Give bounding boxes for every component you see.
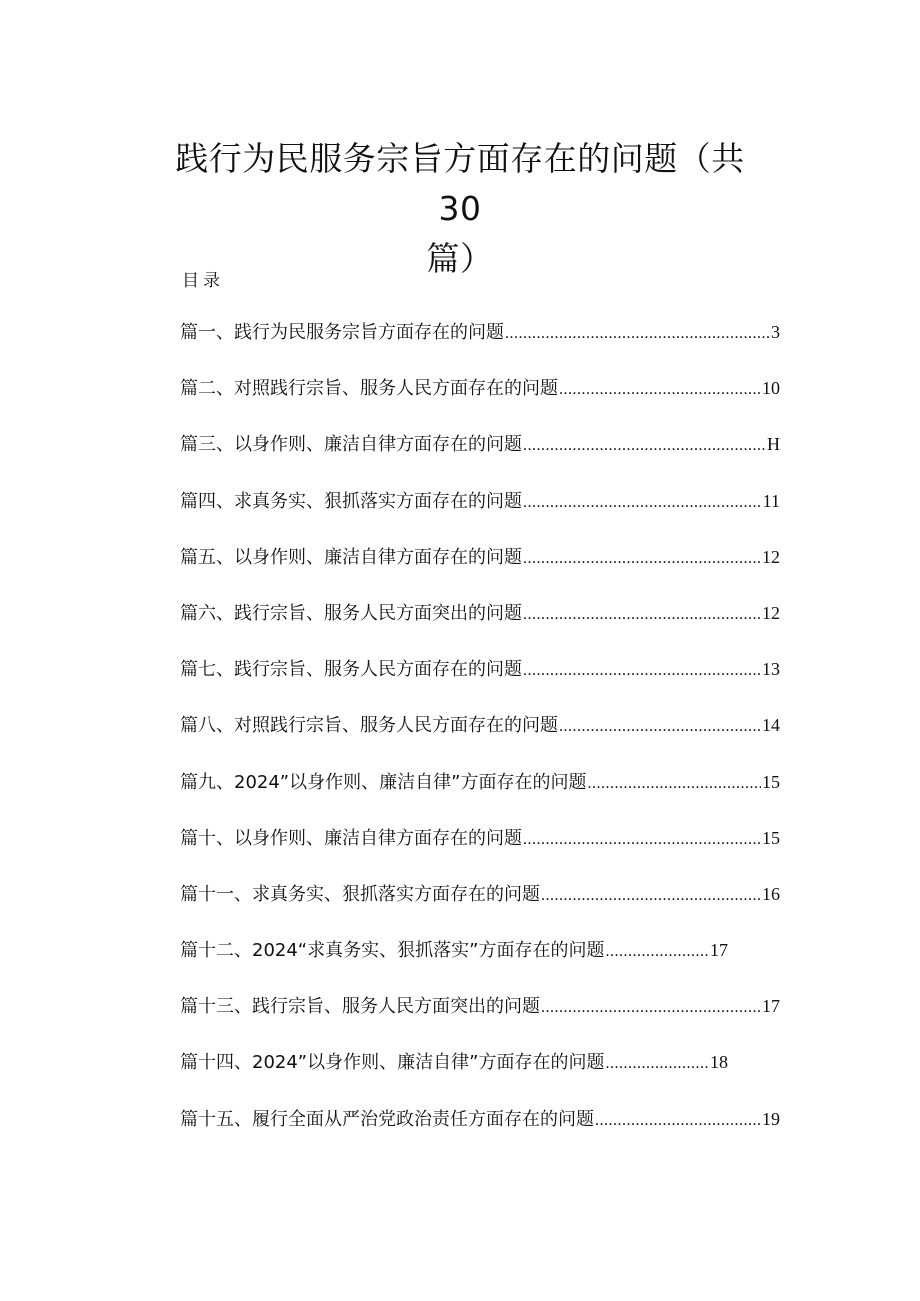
toc-entry-15[interactable] bbox=[180, 1103, 780, 1159]
toc-entry-label: 篇五、以身作则、廉洁自律方面存在的问题 bbox=[180, 546, 522, 568]
toc-entry-4[interactable] bbox=[180, 485, 780, 541]
toc-entry-page: 13 bbox=[762, 659, 780, 680]
toc-entry-page: 3 bbox=[771, 322, 780, 342]
toc-entry-label: 篇四、求真务实、狠抓落实方面存在的问题 bbox=[180, 490, 522, 512]
toc-entry-page: H bbox=[767, 434, 780, 455]
toc-entry-page: 10 bbox=[762, 378, 780, 399]
toc-entry-label: 篇八、对照践行宗旨、服务人民方面存在的问题 bbox=[180, 715, 558, 737]
toc-entry-12[interactable] bbox=[180, 934, 728, 990]
toc-entry-2[interactable] bbox=[180, 372, 780, 428]
toc-dot-leader bbox=[541, 880, 761, 912]
document-title-line-2: 篇） bbox=[426, 239, 494, 278]
toc-entry-page: 11 bbox=[762, 490, 780, 511]
table-of-contents bbox=[180, 316, 780, 1159]
toc-entry-label: 篇十一、求真务实、狠抓落实方面存在的问题 bbox=[180, 883, 540, 905]
toc-heading: 目录 bbox=[182, 271, 224, 291]
toc-entry-page: 16 bbox=[762, 883, 780, 904]
toc-entry-8[interactable] bbox=[180, 709, 780, 765]
toc-entry-page: 14 bbox=[762, 715, 780, 736]
toc-entry-label: 篇十四、2024”以身作则、廉洁自律”方面存在的问题 bbox=[180, 1052, 605, 1074]
toc-dot-leader bbox=[523, 543, 761, 575]
toc-entry-label: 篇三、以身作则、廉洁自律方面存在的问题 bbox=[180, 434, 522, 456]
toc-entry-3[interactable] bbox=[180, 428, 780, 484]
toc-dot-leader bbox=[587, 768, 761, 800]
toc-entry-page: 19 bbox=[762, 1108, 780, 1129]
toc-entry-label: 篇二、对照践行宗旨、服务人民方面存在的问题 bbox=[180, 378, 558, 400]
toc-dot-leader bbox=[523, 599, 761, 631]
toc-entry-label: 篇九、2024”以身作则、廉洁自律”方面存在的问题 bbox=[180, 771, 587, 793]
toc-dot-leader bbox=[595, 1105, 761, 1137]
toc-entry-14[interactable] bbox=[180, 1046, 728, 1102]
toc-entry-label: 篇十、以身作则、廉洁自律方面存在的问题 bbox=[180, 827, 522, 849]
toc-entry-9[interactable] bbox=[180, 766, 780, 822]
toc-entry-5[interactable] bbox=[180, 541, 780, 597]
toc-dot-leader bbox=[523, 824, 761, 856]
toc-dot-leader bbox=[559, 711, 761, 743]
toc-entry-label: 篇六、践行宗旨、服务人民方面突出的问题 bbox=[180, 602, 522, 624]
toc-entry-label: 篇七、践行宗旨、服务人民方面存在的问题 bbox=[180, 659, 522, 681]
toc-entry-label: 篇十三、践行宗旨、服务人民方面突出的问题 bbox=[180, 996, 540, 1018]
toc-dot-leader bbox=[523, 430, 766, 462]
toc-entry-10[interactable] bbox=[180, 822, 780, 878]
toc-dot-leader bbox=[559, 374, 761, 406]
toc-entry-6[interactable] bbox=[180, 597, 780, 653]
toc-entry-1[interactable] bbox=[180, 316, 780, 372]
toc-dot-leader bbox=[605, 936, 709, 968]
toc-dot-leader bbox=[541, 992, 761, 1024]
toc-dot-leader bbox=[523, 487, 762, 519]
toc-entry-7[interactable] bbox=[180, 653, 780, 709]
document-title bbox=[150, 134, 770, 284]
document-title-line-1: 践行为民服务宗旨方面存在的问题（共 30 bbox=[175, 139, 745, 228]
toc-entry-label: 篇十二、2024“求真务实、狠抓落实”方面存在的问题 bbox=[180, 940, 605, 962]
toc-entry-page: 18 bbox=[710, 1052, 728, 1073]
toc-dot-leader bbox=[605, 1048, 709, 1080]
toc-entry-13[interactable] bbox=[180, 990, 780, 1046]
toc-entry-label: 篇十五、履行全面从严治党政治责任方面存在的问题 bbox=[180, 1108, 594, 1130]
toc-dot-leader bbox=[523, 655, 761, 687]
toc-entry-page: 17 bbox=[762, 996, 780, 1017]
toc-entry-page: 12 bbox=[762, 602, 780, 623]
toc-dot-leader bbox=[505, 318, 770, 350]
toc-entry-page: 15 bbox=[762, 771, 780, 792]
toc-entry-11[interactable] bbox=[180, 878, 780, 934]
toc-entry-page: 17 bbox=[710, 940, 728, 961]
toc-entry-label: 篇一、践行为民服务宗旨方面存在的问题 bbox=[180, 322, 504, 343]
toc-entry-page: 12 bbox=[762, 546, 780, 567]
toc-entry-page: 15 bbox=[762, 827, 780, 848]
